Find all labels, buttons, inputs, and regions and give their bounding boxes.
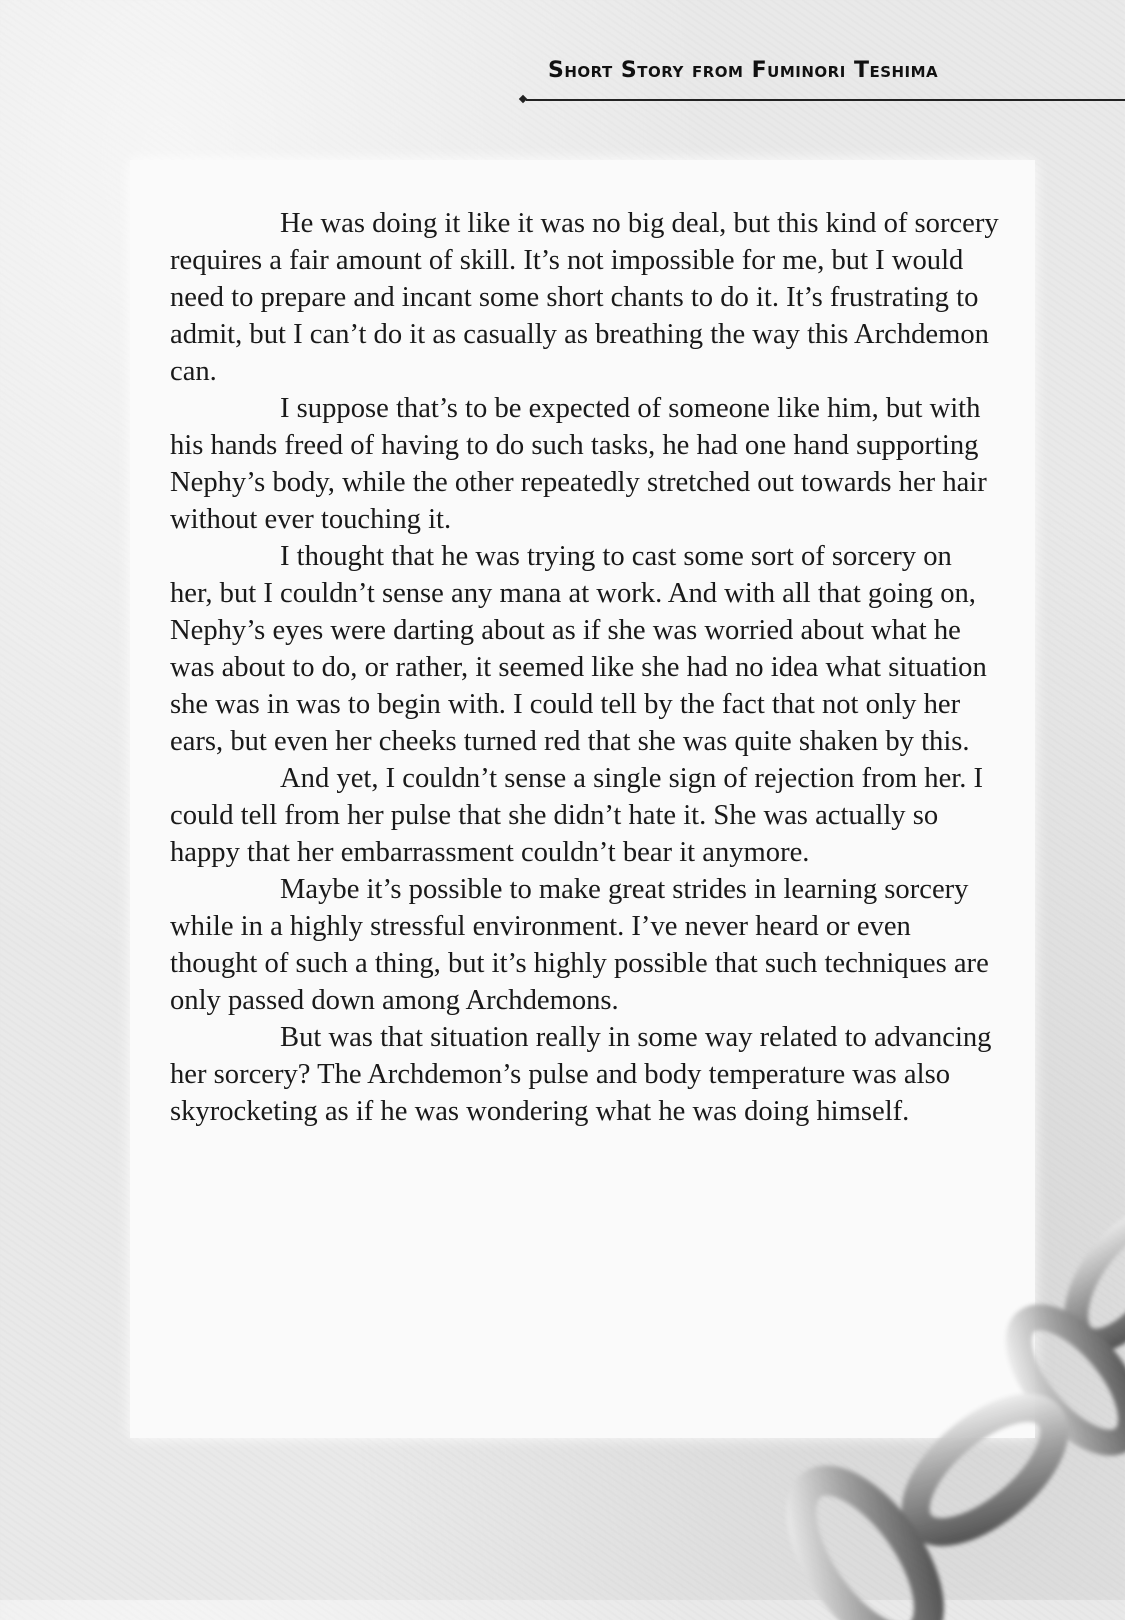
header-title: Short Story from Fuminori Teshima (548, 58, 939, 83)
header-rule (526, 99, 1125, 101)
story-text (170, 205, 1000, 1130)
paragraph: I thought that he was trying to cast some sort of sorcery on her, but I couldn’t sense any mana at work. And with all that going on, Nephy’s eyes were darting about as if she was worried about what he was about to do, or rather, it seemed like she had no idea what situation she was in was to begin with. I could tell by the fact that not only her ears, but even her cheeks turned red that she was quite shaken by this. (170, 541, 987, 757)
paragraph: And yet, I couldn’t sense a single sign of rejection from her. I could tell from her pulse that she didn’t hate it. She was actually so happy that her embarrassment couldn’t bear it anymore. (170, 763, 984, 868)
paragraph: But was that situation really in some way related to advancing her sorcery? The Archdemon’s pulse and body temperature was also skyrocketing as if he was wondering what he was doing himself. (170, 1022, 992, 1127)
paragraph: Maybe it’s possible to make great strides in learning sorcery while in a highly stressful environment. I’ve never heard or even thought of such a thing, but it’s highly possible that such techniques are only passed down among Archdemons. (170, 874, 989, 1016)
page-header (520, 52, 1125, 112)
paragraph: He was doing it like it was no big deal, but this kind of sorcery requires a fair amount of skill. It’s not impossible for me, but I would need to prepare and incant some short chants to do it. It’s frustrating to admit, but I can’t do it as casually as breathing the way this Archdemon can. (170, 208, 999, 387)
paragraph: I suppose that’s to be expected of someone like him, but with his hands freed of having to do such tasks, he had one hand supporting Nephy’s body, while the other repeatedly stretched out towards her hair without ever touching it. (170, 393, 987, 535)
